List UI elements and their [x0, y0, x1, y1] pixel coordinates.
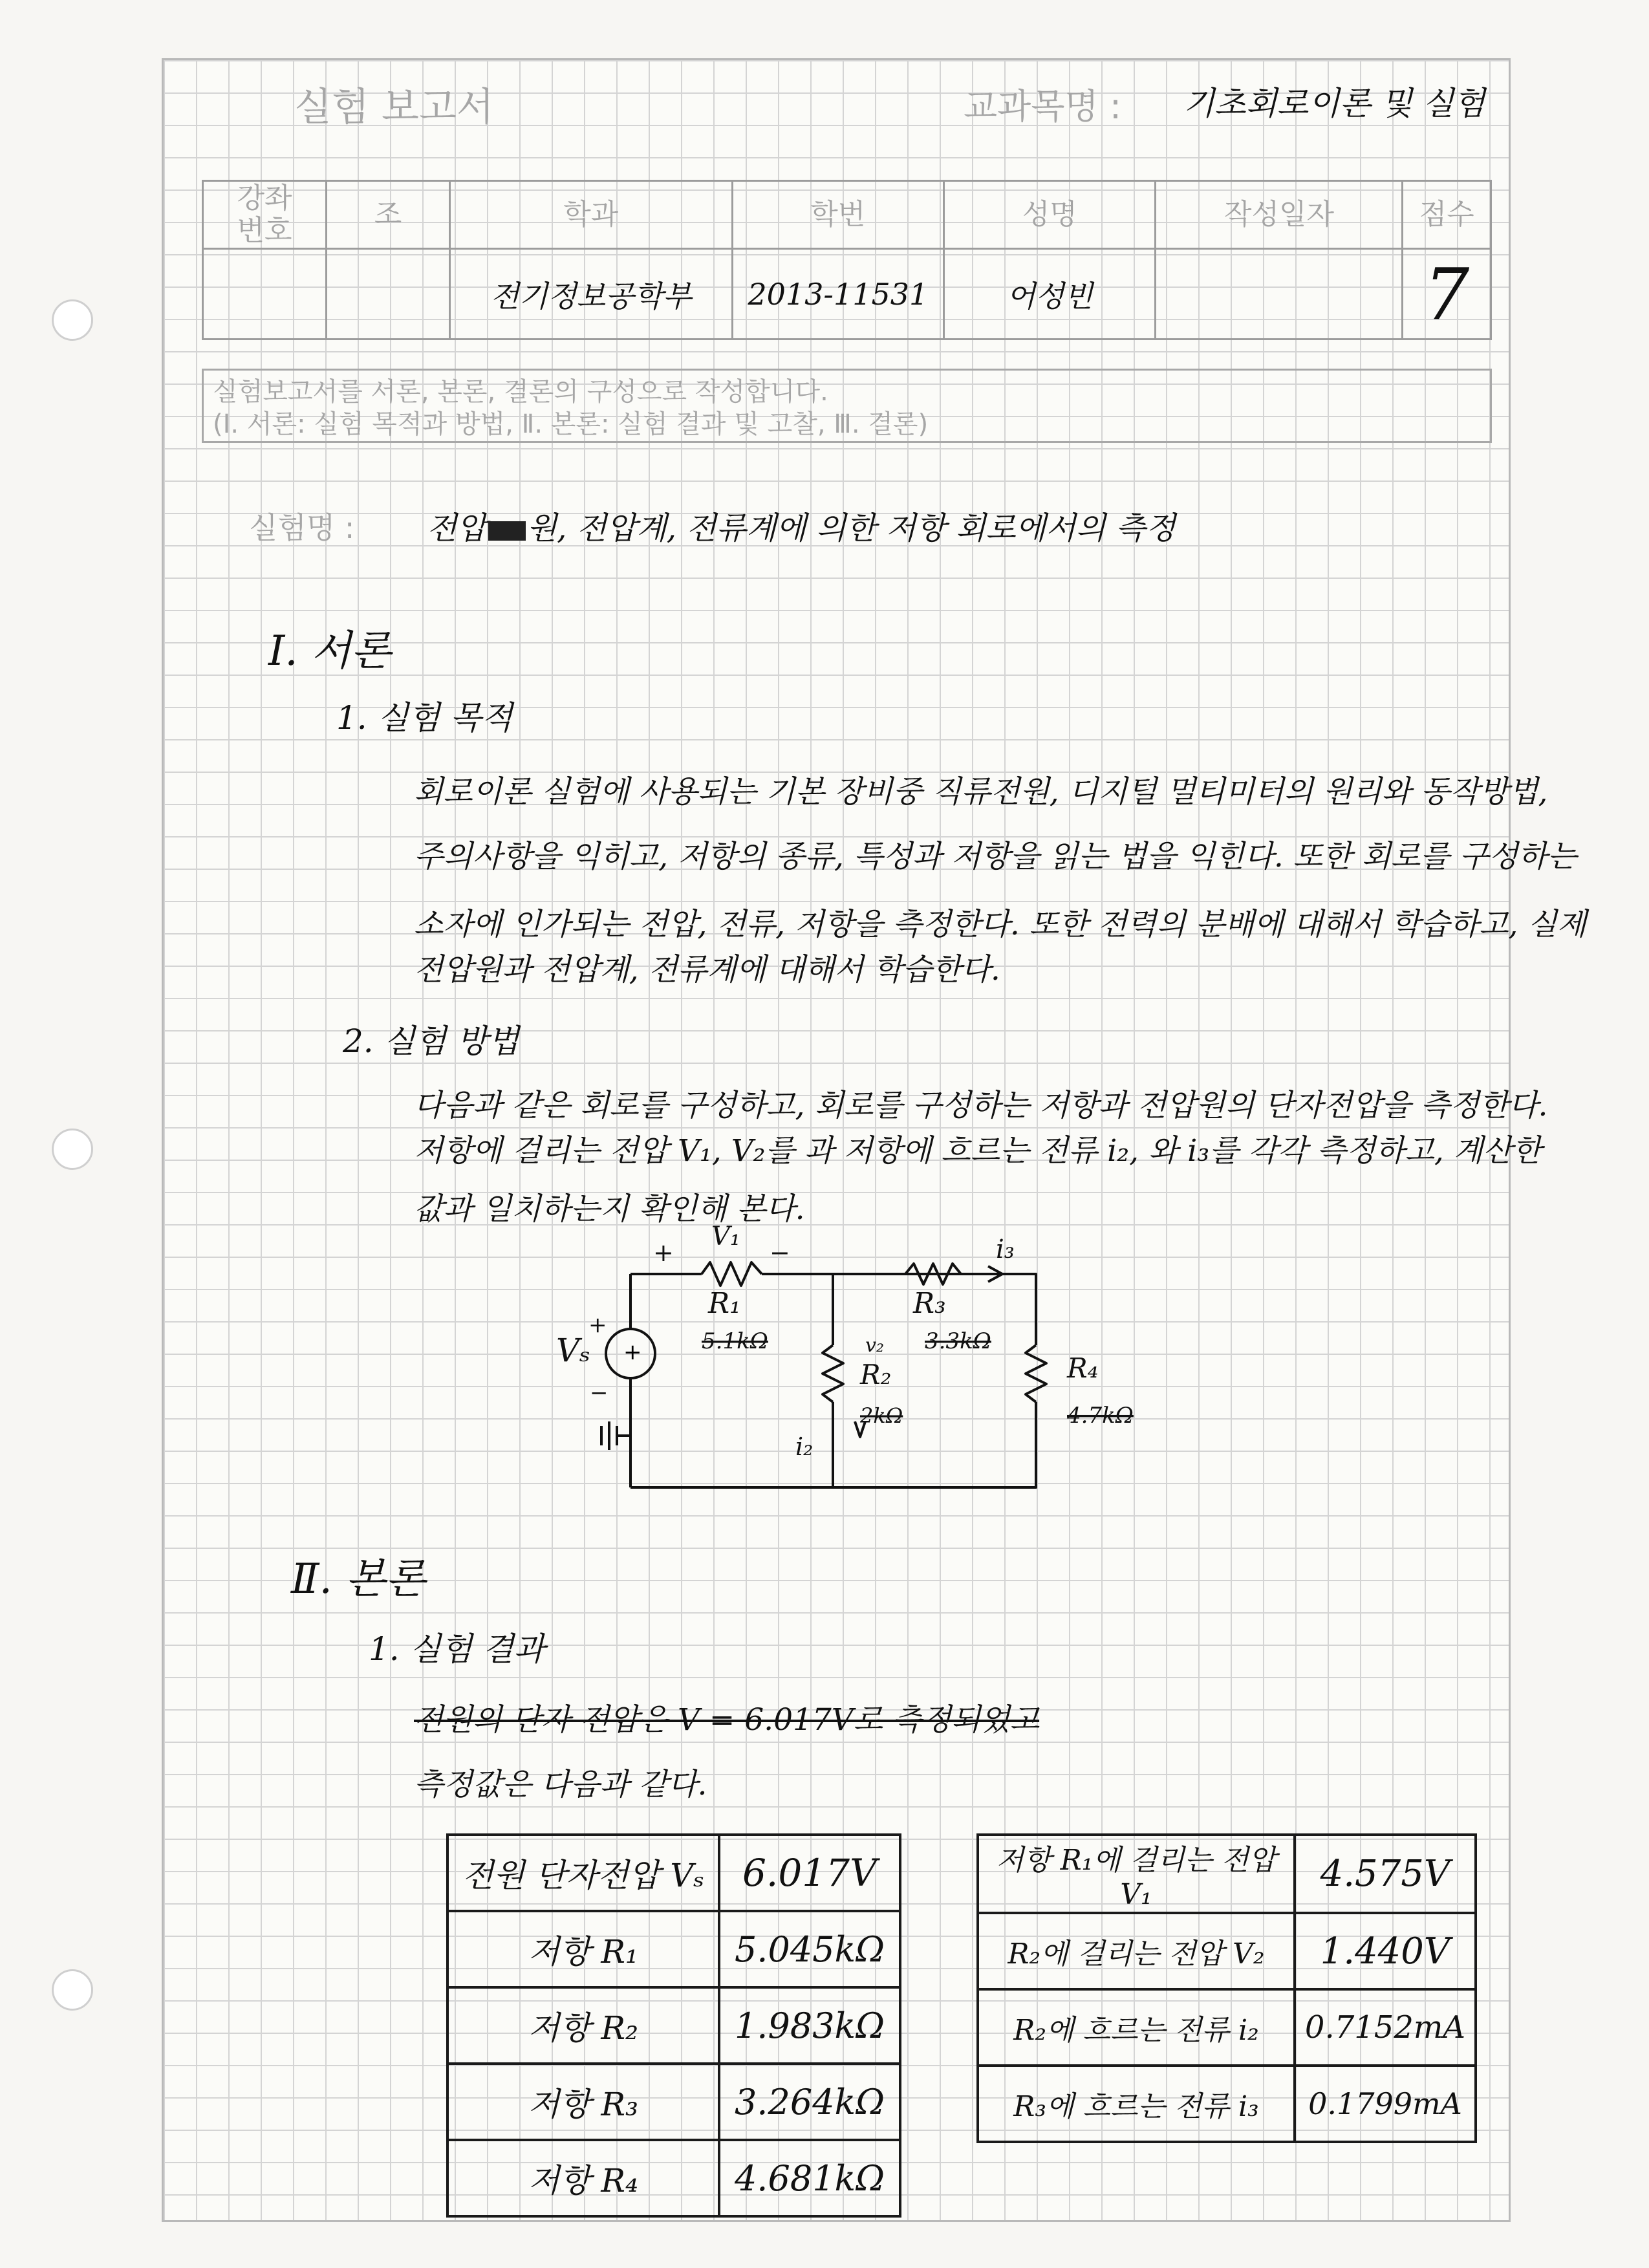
results-heading: 1. 실험 결과	[369, 1630, 545, 1668]
measurement-table-right	[976, 1833, 1477, 2143]
report-instructions	[202, 369, 1492, 443]
struck-value: 3.3kΩ	[925, 1328, 991, 1354]
table-cell: 저항 R₁	[447, 1911, 719, 1987]
binder-hole	[52, 299, 93, 341]
table-cell: R₃에 흐르는 전류 i₃	[978, 2066, 1295, 2142]
method-line: 값과 일치하는지 확인해 본다.	[414, 1191, 805, 1227]
table-cell: 저항 R₁에 걸리는 전압 V₁	[978, 1835, 1295, 1913]
table-row	[978, 2066, 1476, 2142]
resistor-r2	[823, 1345, 843, 1402]
method-heading: 2. 실험 방법	[343, 1022, 519, 1060]
table-row	[447, 2140, 900, 2216]
circuit-label-v1: V₁	[711, 1222, 740, 1251]
circuit-label: +	[653, 1238, 674, 1267]
table-cell: 0.7152mA	[1295, 1989, 1476, 2066]
table-cell: 3.264kΩ	[719, 2064, 900, 2140]
value-date	[1156, 249, 1403, 340]
source-plus-sign: +	[623, 1339, 642, 1365]
circuit-label: +	[588, 1312, 607, 1338]
circuit-label-r3: R₃	[913, 1287, 946, 1320]
purpose-line: 소자에 인가되는 전압, 전류, 저항을 측정한다. 또한 전력의 분배에 대해서 학습하고, 실제	[414, 907, 1587, 942]
experiment-title-prefix: 전압	[427, 510, 487, 546]
struck-value: 4.7kΩ	[1067, 1403, 1134, 1429]
scribble-mark	[488, 521, 526, 541]
circuit-label: −	[590, 1380, 609, 1406]
circuit-label: −	[770, 1238, 790, 1267]
circuit-label-v2: v₂	[865, 1334, 884, 1357]
table-cell: R₂에 걸리는 전압 V₂	[978, 1913, 1295, 1989]
wire	[1009, 1274, 1036, 1345]
report-title: 실험 보고서	[294, 85, 494, 130]
circuit-label-vs: Vₛ	[556, 1332, 590, 1369]
table-row	[978, 1835, 1476, 1913]
resistor-r4	[1026, 1345, 1046, 1402]
table-cell: 1.440V	[1295, 1913, 1476, 1989]
header-group: 조	[327, 181, 450, 249]
header-lecture-number: 강좌 번호	[203, 181, 327, 249]
table-cell: 5.045kΩ	[719, 1911, 900, 1987]
course-label: 교과목명 :	[964, 86, 1122, 127]
value-score: 7	[1403, 249, 1491, 340]
table-cell: 저항 R₃	[447, 2064, 719, 2140]
circuit-label-r4: R₄	[1067, 1352, 1099, 1384]
section-1-heading: Ⅰ. 서론	[268, 627, 391, 675]
table-cell: 4.681kΩ	[719, 2140, 900, 2216]
header-date: 작성일자	[1156, 181, 1403, 249]
purpose-heading: 1. 실험 목적	[336, 699, 513, 737]
value-group	[327, 249, 450, 340]
circuit-label-r2: R₂	[860, 1359, 892, 1390]
table-cell: R₂에 흐르는 전류 i₂	[978, 1989, 1295, 2066]
header-department: 학과	[450, 181, 733, 249]
table-cell: 저항 R₄	[447, 2140, 719, 2216]
table-row	[978, 1989, 1476, 2066]
circuit-label-i2: i₂	[795, 1432, 814, 1461]
instructions-line: (Ⅰ. 서론: 실험 목적과 방법, Ⅱ. 본론: 실험 결과 및 고찰, Ⅲ. 결론)	[213, 409, 929, 439]
table-row	[447, 1835, 900, 1911]
table-row	[978, 1913, 1476, 1989]
circuit-diagram	[556, 1216, 1203, 1513]
table-row	[447, 1911, 900, 1987]
table-row	[447, 2064, 900, 2140]
purpose-line: 주의사항을 익히고, 저항의 종류, 특성과 저항을 읽는 법을 익힌다. 또한 회로를 구성하는	[414, 839, 1577, 874]
table-cell: 4.575V	[1295, 1835, 1476, 1913]
course-name: 기초회로이론 및 실험	[1183, 85, 1485, 122]
purpose-line: 회로이론 실험에 사용되는 기본 장비중 직류전원, 디지털 멀티미터의 원리와 동작방법,	[414, 774, 1548, 810]
value-student-id: 2013-11531	[732, 249, 943, 340]
value-department: 전기정보공학부	[450, 249, 733, 340]
struck-value: 5.1kΩ	[702, 1328, 768, 1354]
student-info-table	[202, 180, 1492, 340]
experiment-title-rest: 원, 전압계, 전류계에 의한 저항 회로에서의 측정	[526, 510, 1176, 546]
experiment-label: 실험명 :	[249, 510, 355, 545]
measurement-table-left	[446, 1833, 901, 2218]
instructions-line: 실험보고서를 서론, 본론, 결론의 구성으로 작성합니다.	[213, 377, 828, 407]
header-score: 점수	[1403, 181, 1491, 249]
table-cell: 1.983kΩ	[719, 1987, 900, 2064]
binder-hole	[52, 1969, 93, 2011]
struck-line: 전원의 단자 전압은 V = 6.017V로 측정되었고	[414, 1702, 1040, 1738]
results-intro: 측정값은 다음과 같다.	[414, 1767, 707, 1802]
value-lecture-number	[203, 249, 327, 340]
table-cell: 0.1799mA	[1295, 2066, 1476, 2142]
table-cell: 전원 단자전압 Vₛ	[447, 1835, 719, 1911]
table-cell: 저항 R₂	[447, 1987, 719, 2064]
method-line: 다음과 같은 회로를 구성하고, 회로를 구성하는 저항과 전압원의 단자전압을 측정한다.	[414, 1088, 1548, 1123]
table-cell: 6.017V	[719, 1835, 900, 1911]
header-name: 성명	[944, 181, 1156, 249]
table-row	[447, 1987, 900, 2064]
value-name: 어성빈	[944, 249, 1156, 340]
circuit-label-r1: R₁	[708, 1287, 741, 1320]
section-2-heading: Ⅱ. 본론	[291, 1555, 426, 1603]
resistor-r1	[702, 1262, 762, 1286]
method-line: 저항에 걸리는 전압 V₁, V₂를 과 저항에 흐르는 전류 i₂, 와 i₃를 각각 측정하고, 계산한	[414, 1133, 1542, 1169]
header-student-id: 학번	[732, 181, 943, 249]
struck-value: 2kΩ	[860, 1403, 903, 1428]
experiment-title	[427, 503, 1176, 548]
circuit-label-i3: i₃	[996, 1235, 1015, 1264]
purpose-line: 전압원과 전압계, 전류계에 대해서 학습한다.	[414, 952, 1000, 988]
binder-hole	[52, 1129, 93, 1170]
